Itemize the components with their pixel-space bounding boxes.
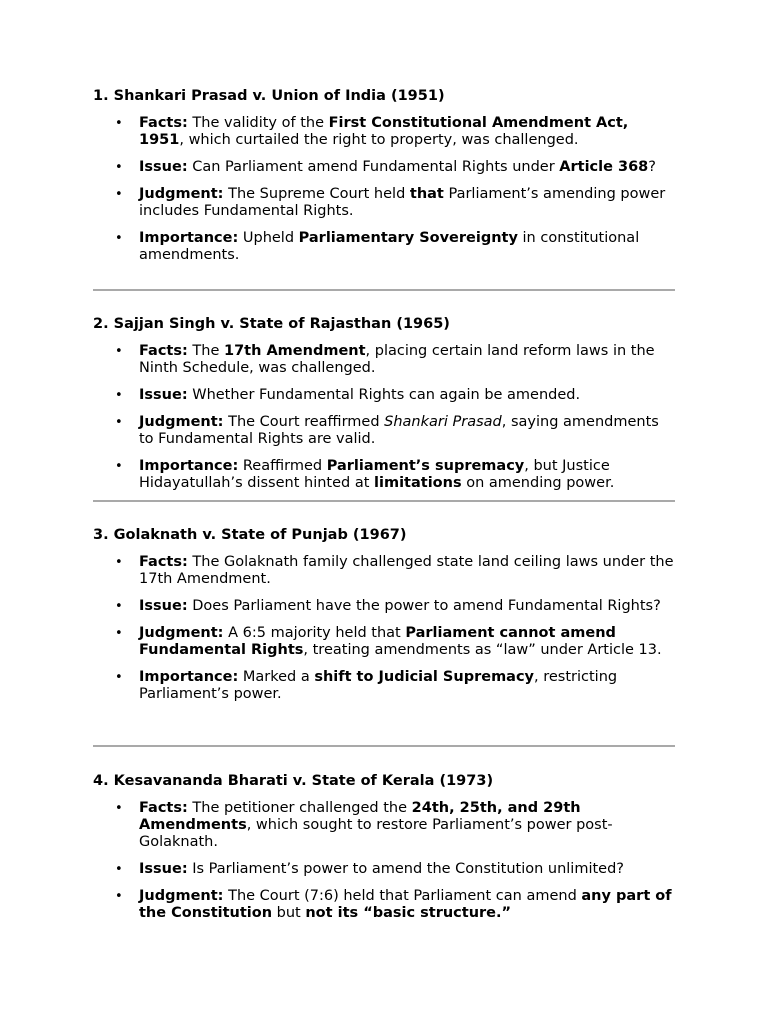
bold-text: Judgment:: [139, 414, 224, 430]
bullet-icon: •: [115, 670, 123, 685]
plain-text: The Golaknath family challenged state land ceiling laws under the 17th Amendment.: [139, 554, 674, 587]
case-points: [93, 115, 675, 264]
bold-text: limitations: [374, 475, 462, 491]
point-judgment: [93, 888, 675, 922]
point-text: [139, 861, 624, 877]
point-judgment: [93, 186, 675, 220]
point-facts: [93, 554, 675, 588]
bold-text: Judgment:: [139, 186, 224, 202]
bold-text: Importance:: [139, 230, 239, 246]
point-text: [139, 458, 614, 491]
point-text: [139, 598, 661, 614]
bold-text: Parliamentary Sovereignty: [298, 230, 518, 246]
bullet-icon: •: [115, 889, 123, 904]
bold-text: any part of the Constitution: [139, 888, 672, 921]
case-2: [93, 316, 675, 492]
plain-text: Marked a: [238, 669, 315, 685]
plain-text: Is Parliament’s power to amend the Constitution unlimited?: [187, 861, 624, 877]
plain-text: The validity of the: [187, 115, 329, 131]
bullet-icon: •: [115, 415, 123, 430]
bold-text: that: [409, 186, 444, 202]
case-4: [93, 773, 675, 922]
plain-text: The petitioner challenged the: [187, 800, 412, 816]
plain-text: ?: [648, 159, 656, 175]
point-issue: [93, 159, 675, 176]
case-points: [93, 554, 675, 703]
plain-text: , restricting Parliament’s power.: [139, 669, 618, 702]
plain-text: but: [272, 905, 306, 921]
bullet-icon: •: [115, 116, 123, 131]
section-divider: [93, 500, 675, 502]
point-text: [139, 669, 617, 702]
case-title: 2. Sajjan Singh v. State of Rajasthan (1965): [93, 316, 450, 332]
bullet-icon: •: [115, 555, 123, 570]
bold-text: not its “basic structure.”: [305, 905, 512, 921]
bold-text: Facts:: [139, 800, 188, 816]
plain-text: The: [187, 343, 224, 359]
point-issue: [93, 861, 675, 878]
point-judgment: [93, 625, 675, 659]
case-title: 4. Kesavananda Bharati v. State of Kerala (1973): [93, 773, 494, 789]
bullet-icon: •: [115, 801, 123, 816]
plain-text: Upheld: [238, 230, 299, 246]
bullet-icon: •: [115, 231, 123, 246]
plain-text: on amending power.: [461, 475, 615, 491]
plain-text: The Court (7:6) held that Parliament can amend: [223, 888, 582, 904]
point-importance: [93, 669, 675, 703]
bullet-icon: •: [115, 388, 123, 403]
bold-text: Importance:: [139, 458, 239, 474]
bold-text: Facts:: [139, 115, 188, 131]
bullet-icon: •: [115, 459, 123, 474]
bullet-icon: •: [115, 160, 123, 175]
point-text: [139, 343, 655, 376]
plain-text: Reaffirmed: [238, 458, 327, 474]
bold-text: Judgment:: [139, 888, 224, 904]
point-issue: [93, 387, 675, 404]
case-points: [93, 343, 675, 492]
point-facts: [93, 115, 675, 149]
plain-text: Parliament’s amending power includes Fundamental Rights.: [139, 186, 666, 219]
plain-text: , placing certain land reform laws in the Ninth Schedule, was challenged.: [139, 343, 655, 376]
point-text: [139, 888, 672, 921]
point-facts: [93, 800, 675, 851]
point-text: [139, 230, 639, 263]
point-issue: [93, 598, 675, 615]
plain-text: Does Parliament have the power to amend Fundamental Rights?: [187, 598, 661, 614]
plain-text: The Court reaffirmed: [223, 414, 385, 430]
plain-text: The Supreme Court held: [223, 186, 410, 202]
point-text: [139, 554, 674, 587]
bold-text: Issue:: [139, 159, 188, 175]
bold-text: First Constitutional Amendment Act, 1951: [139, 115, 629, 148]
point-text: [139, 414, 659, 447]
plain-text: , treating amendments as “law” under Article 13.: [303, 642, 662, 658]
bold-text: Importance:: [139, 669, 239, 685]
bullet-icon: •: [115, 626, 123, 641]
plain-text: , but Justice Hidayatullah’s dissent hinted at: [139, 458, 610, 491]
bold-text: Issue:: [139, 861, 188, 877]
plain-text: , which curtailed the right to property, was challenged.: [179, 132, 579, 148]
bold-text: Parliament’s supremacy: [326, 458, 525, 474]
bullet-icon: •: [115, 599, 123, 614]
italic-text: Shankari Prasad: [384, 414, 502, 430]
bold-text: Article 368: [559, 159, 649, 175]
bold-text: Facts:: [139, 554, 188, 570]
bold-text: shift to Judicial Supremacy: [314, 669, 535, 685]
point-text: [139, 186, 665, 219]
plain-text: in constitutional amendments.: [139, 230, 640, 263]
point-judgment: [93, 414, 675, 448]
bold-text: Issue:: [139, 387, 188, 403]
plain-text: , saying amendments to Fundamental Rights are valid.: [139, 414, 659, 447]
bold-text: Issue:: [139, 598, 188, 614]
point-text: [139, 387, 580, 403]
plain-text: Can Parliament amend Fundamental Rights under: [187, 159, 560, 175]
case-title: 3. Golaknath v. State of Punjab (1967): [93, 527, 407, 543]
bold-text: 24th, 25th, and 29th Amendments: [139, 800, 581, 833]
point-text: [139, 800, 613, 850]
bullet-icon: •: [115, 862, 123, 877]
bold-text: Judgment:: [139, 625, 224, 641]
plain-text: Whether Fundamental Rights can again be amended.: [187, 387, 581, 403]
bold-text: 17th Amendment: [223, 343, 366, 359]
case-1: [93, 88, 675, 264]
case-title: 1. Shankari Prasad v. Union of India (1951): [93, 88, 445, 104]
bold-text: Parliament cannot amend Fundamental Rights: [139, 625, 616, 658]
point-importance: [93, 458, 675, 492]
bold-text: Facts:: [139, 343, 188, 359]
plain-text: A 6:5 majority held that: [223, 625, 406, 641]
section-divider: [93, 289, 675, 291]
section-divider: [93, 745, 675, 747]
point-text: [139, 115, 628, 148]
case-3: [93, 527, 675, 703]
point-text: [139, 159, 656, 175]
bullet-icon: •: [115, 344, 123, 359]
point-facts: [93, 343, 675, 377]
point-text: [139, 625, 662, 658]
point-importance: [93, 230, 675, 264]
plain-text: , which sought to restore Parliament’s power post-Golaknath.: [139, 817, 613, 850]
bullet-icon: •: [115, 187, 123, 202]
case-points: [93, 800, 675, 922]
